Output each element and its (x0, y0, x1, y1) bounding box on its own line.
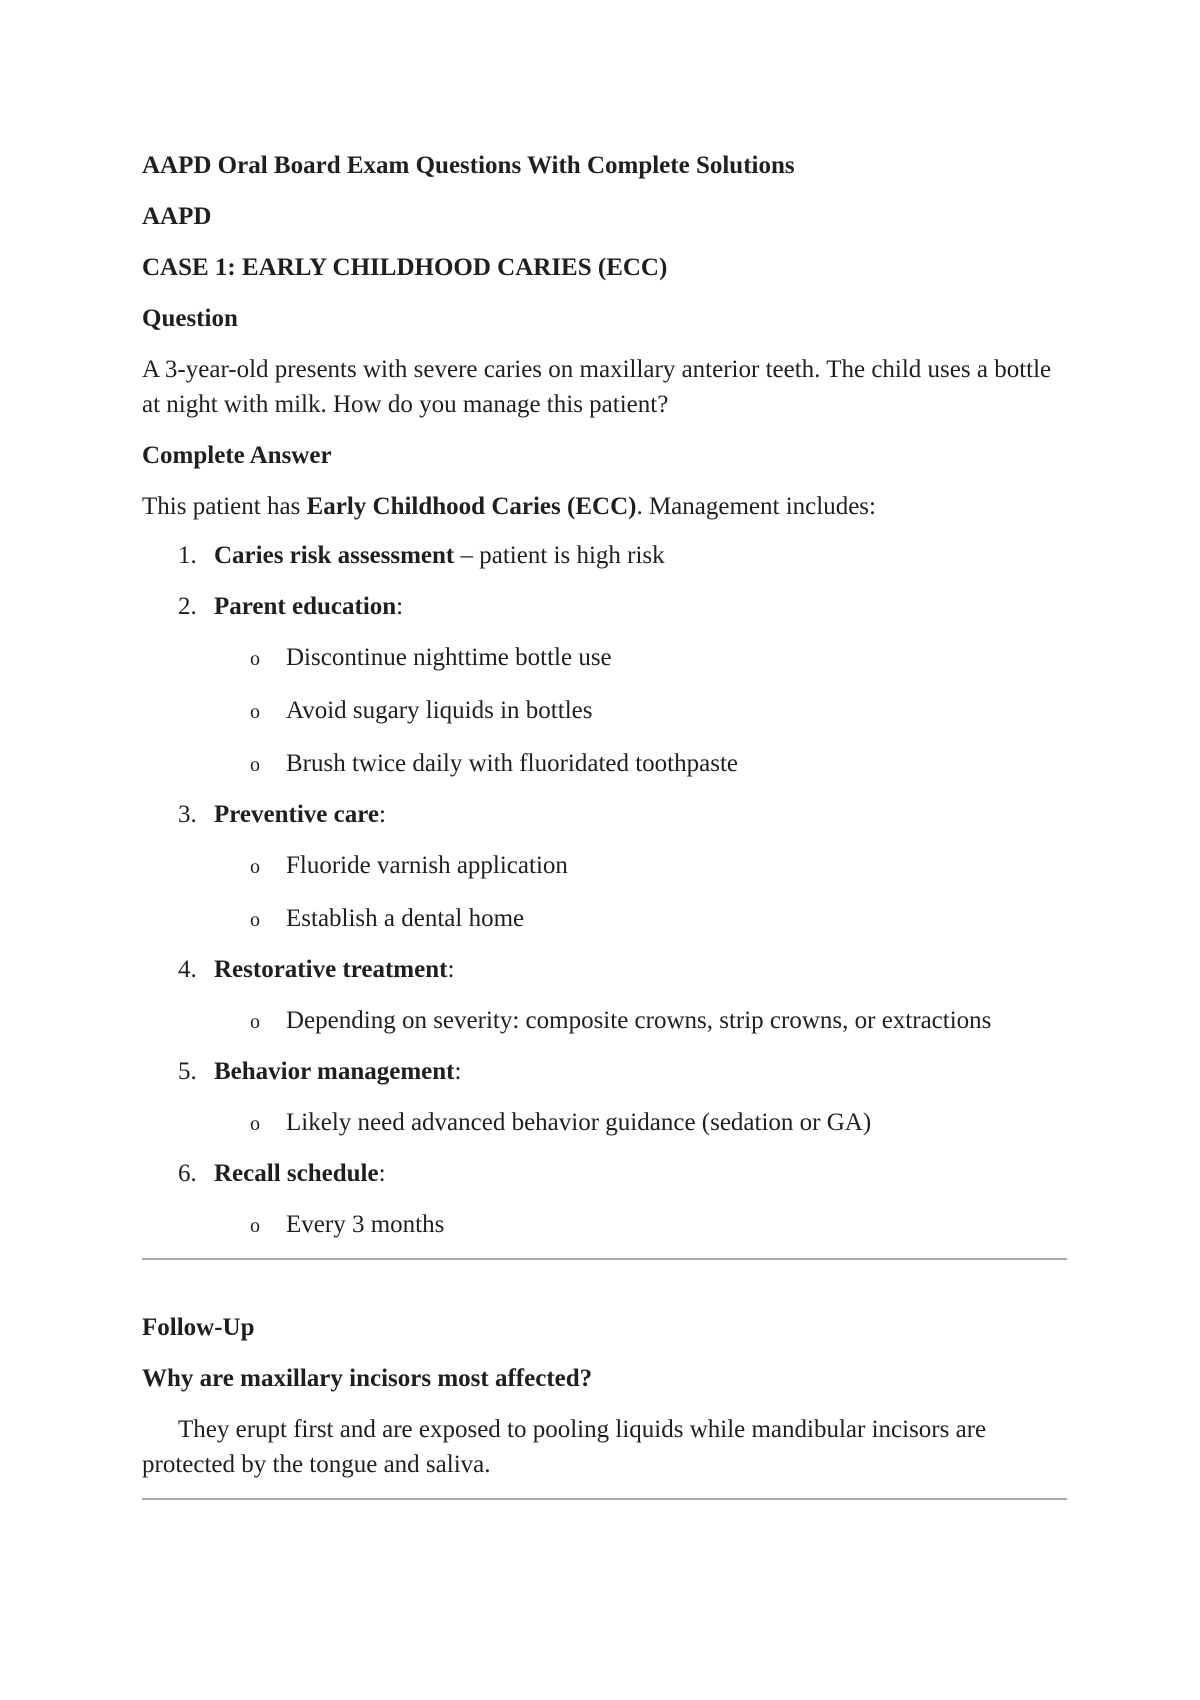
management-step (142, 589, 1067, 781)
bullet-icon: o (250, 701, 260, 723)
bullet-icon: o (250, 648, 260, 670)
step-title: Behavior management (214, 1058, 455, 1085)
bullet-icon: o (250, 1215, 260, 1237)
sub-item (214, 693, 1067, 728)
sub-item (214, 1003, 1067, 1038)
followup-question: Why are maxillary incisors most affected? (142, 1365, 593, 1392)
sub-list (214, 1207, 1067, 1242)
step-rest: : (378, 801, 386, 828)
horizontal-divider (142, 1258, 1067, 1260)
answer-intro-pre: This patient has (142, 493, 307, 520)
step-number: 1. (178, 542, 197, 569)
sub-item-text: Discontinue nighttime bottle use (286, 644, 612, 671)
step-number: 6. (178, 1160, 197, 1187)
sub-item (214, 848, 1067, 883)
horizontal-divider (142, 1498, 1067, 1500)
bullet-icon: o (250, 1011, 260, 1033)
step-number: 2. (178, 593, 197, 620)
followup-label: Follow-Up (142, 1314, 255, 1341)
sub-item (214, 1207, 1067, 1242)
bullet-icon: o (250, 909, 260, 931)
sub-item-text: Avoid sugary liquids in bottles (286, 697, 593, 724)
step-title: Preventive care (214, 801, 379, 828)
step-rest: : (396, 593, 404, 620)
management-step (142, 952, 1067, 1038)
sub-item-text: Depending on severity: composite crowns, strip crowns, or extractions (286, 1007, 992, 1034)
step-rest: : (447, 956, 455, 983)
followup-answer: They erupt first and are exposed to pooling liquids while mandibular incisors are protected by the tongue and saliva. (142, 1416, 987, 1478)
step-rest: : (454, 1058, 462, 1085)
sub-item (214, 1105, 1067, 1140)
bullet-icon: o (250, 754, 260, 776)
answer-intro-post: . Management includes: (636, 493, 876, 520)
step-title: Parent education (214, 593, 397, 620)
sub-item (214, 901, 1067, 936)
step-number: 4. (178, 956, 197, 983)
answer-intro-bold: Early Childhood Caries (ECC) (306, 493, 637, 520)
sub-item-text: Establish a dental home (286, 905, 525, 932)
sub-list (214, 1105, 1067, 1140)
management-steps-list (142, 538, 1067, 1242)
management-step (142, 797, 1067, 936)
step-number: 3. (178, 801, 197, 828)
sub-list (214, 848, 1067, 936)
step-title: Recall schedule (214, 1160, 379, 1187)
answer-label: Complete Answer (142, 442, 332, 469)
bullet-icon: o (250, 856, 260, 878)
sub-item (214, 746, 1067, 781)
sub-list (214, 640, 1067, 781)
sub-item-text: Likely need advanced behavior guidance (sedation or GA) (286, 1109, 872, 1136)
step-number: 5. (178, 1058, 197, 1085)
answer-intro (142, 489, 1067, 524)
step-title: Caries risk assessment (214, 542, 455, 569)
document-title: AAPD Oral Board Exam Questions With Complete Solutions (142, 152, 795, 179)
sub-item (214, 640, 1067, 675)
case-heading: CASE 1: EARLY CHILDHOOD CARIES (ECC) (142, 254, 668, 281)
management-step (142, 1156, 1067, 1242)
sub-item-text: Brush twice daily with fluoridated toothpaste (286, 750, 738, 777)
question-text: A 3-year-old presents with severe caries on maxillary anterior teeth. The child uses a bottle at night with milk. How do you manage this patient? (142, 356, 1052, 418)
document-page (142, 148, 1067, 1550)
step-title: Restorative treatment (214, 956, 448, 983)
bullet-icon: o (250, 1113, 260, 1135)
management-step (142, 538, 1067, 573)
question-label: Question (142, 305, 238, 332)
sub-list (214, 1003, 1067, 1038)
step-rest: – patient is high risk (454, 542, 665, 569)
management-step (142, 1054, 1067, 1140)
document-subtitle: AAPD (142, 203, 212, 230)
sub-item-text: Every 3 months (286, 1211, 445, 1238)
sub-item-text: Fluoride varnish application (286, 852, 568, 879)
step-rest: : (378, 1160, 386, 1187)
